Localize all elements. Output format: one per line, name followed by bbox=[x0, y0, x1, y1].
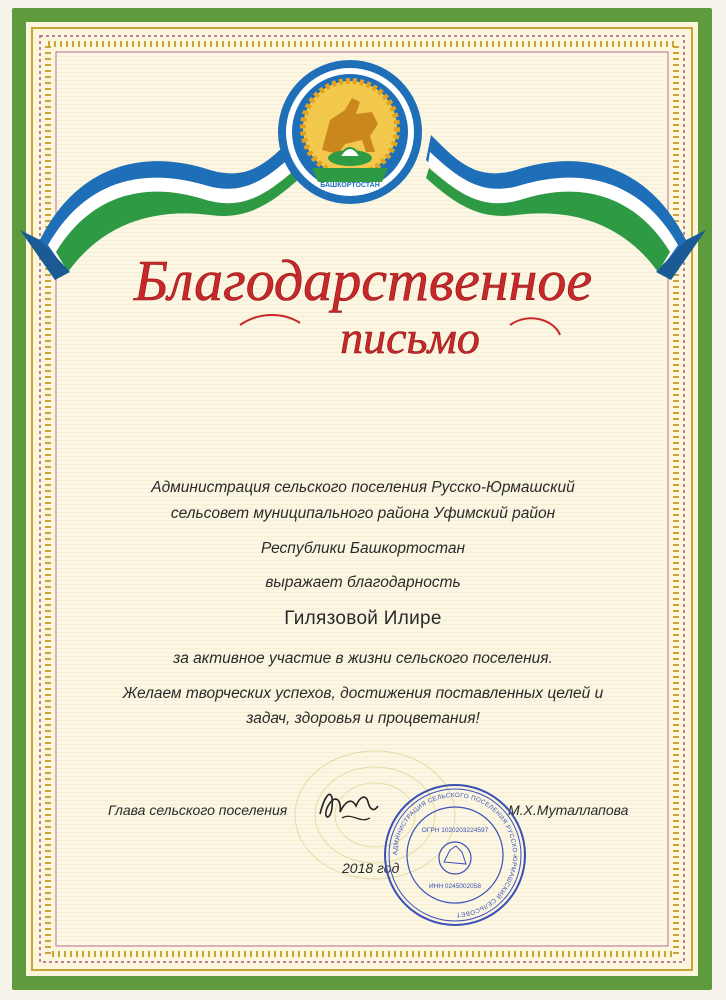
title-calligraphy bbox=[90, 225, 636, 370]
year-label: 2018 год bbox=[342, 860, 400, 876]
title-line2: письмо bbox=[340, 312, 480, 363]
issuer-line-1: Администрация сельского поселения Русско-Юрмашский bbox=[151, 479, 575, 496]
expresses-gratitude: выражает благодарность bbox=[265, 574, 461, 591]
issuer-line-2: сельсовет муниципального района Уфимский район bbox=[170, 505, 556, 522]
stamp-ogrn: ОГРН 1020203224597 bbox=[421, 827, 489, 834]
handwritten-signature bbox=[312, 782, 382, 832]
wishes-line-1: Желаем творческих успехов, достижения поставленных целей и bbox=[122, 685, 604, 702]
position-label: Глава сельского поселения bbox=[108, 802, 288, 818]
stamp-outer-text: АДМИНИСТРАЦИЯ СЕЛЬСКОГО ПОСЕЛЕНИЯ РУССКО-ЮРМАШСКИЙ СЕЛЬСОВЕТ bbox=[391, 791, 519, 919]
title-line1: Благодарственное bbox=[133, 248, 593, 313]
official-stamp bbox=[380, 780, 530, 930]
signer-name: М.Х.Муталлапова bbox=[508, 802, 629, 818]
wishes-line-2: задач, здоровья и процветания! bbox=[246, 710, 480, 727]
svg-text:АДМИНИСТРАЦИЯ СЕЛЬСКОГО ПОСЕЛЕ bbox=[392, 792, 518, 918]
issuer-line-3: Республики Башкортостан bbox=[260, 540, 466, 557]
recipient-name: Гилязовой Илире bbox=[284, 608, 442, 629]
emblem-banner-text: БАШКОРТОСТАН bbox=[320, 182, 380, 189]
reason-text: за активное участие в жизни сельского поселения. bbox=[173, 650, 553, 667]
stamp-inn: ИНН 0245002058 bbox=[428, 883, 482, 890]
